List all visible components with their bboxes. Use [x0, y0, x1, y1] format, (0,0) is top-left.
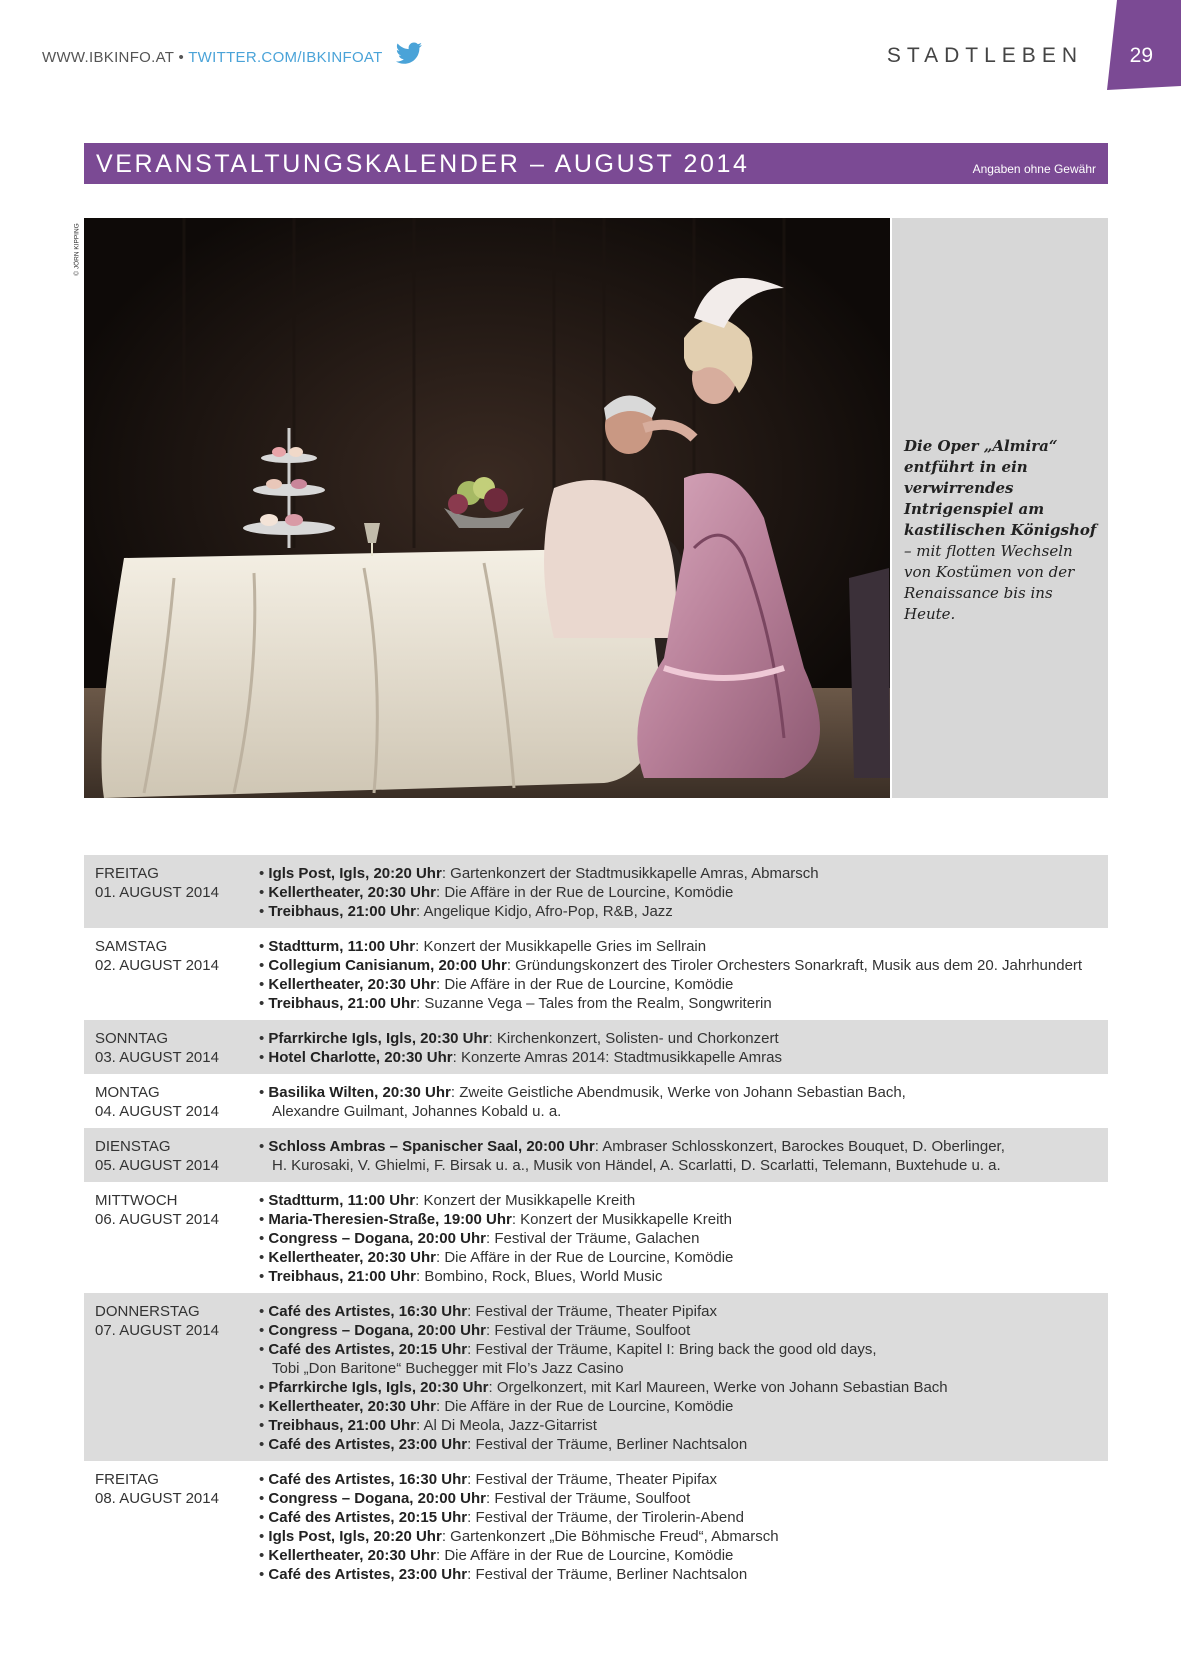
event-item: • Igls Post, Igls, 20:20 Uhr: Gartenkonzert der Stadtmusikkapelle Amras, Abmarsch [259, 864, 819, 883]
event-item: • Congress – Dogana, 20:00 Uhr: Festival der Träume, Galachen [259, 1229, 733, 1248]
event-item: • Kellertheater, 20:30 Uhr: Die Affäre in der Rue de Lourcine, Komödie [259, 975, 1082, 994]
event-item: • Collegium Canisianum, 20:00 Uhr: Gründungskonzert des Tiroler Orchesters Sonarkraft, Musik aus dem 20. Jahrhundert [259, 956, 1082, 975]
event-item: • Congress – Dogana, 20:00 Uhr: Festival der Träume, Soulfoot [259, 1489, 779, 1508]
calendar-banner [84, 143, 1108, 184]
event-item: • Stadtturm, 11:00 Uhr: Konzert der Musikkapelle Gries im Sellrain [259, 937, 1082, 956]
event-item: • Treibhaus, 21:00 Uhr: Suzanne Vega – Tales from the Realm, Songwriterin [259, 994, 1082, 1013]
banner-title: VERANSTALTUNGSKALENDER – AUGUST 2014 [96, 150, 750, 178]
section-title: STADTLEBEN [886, 44, 1083, 67]
opera-photo [84, 218, 890, 798]
day-row-aug-01 [84, 855, 1108, 928]
event-item: • Maria-Theresien-Straße, 19:00 Uhr: Konzert der Musikkapelle Kreith [259, 1210, 733, 1229]
day-row-aug-07 [84, 1293, 1108, 1461]
day-date: FREITAG 01. AUGUST 2014 [95, 865, 219, 901]
event-item: • Kellertheater, 20:30 Uhr: Die Affäre in der Rue de Lourcine, Komödie [259, 1397, 899, 1416]
twitter-bird-icon[interactable] [395, 42, 423, 68]
event-item: • Kellertheater, 20:30 Uhr: Die Affäre in der Rue de Lourcine, Komödie [259, 883, 819, 902]
event-list [259, 864, 819, 921]
event-item: • Café des Artistes, 16:30 Uhr: Festival der Träume, Theater Pipifax [259, 1470, 779, 1489]
caption-rest: – mit flotten Wechseln von Kostümen von der Renaissance bis ins Heute. [904, 542, 1075, 623]
photo-caption [904, 436, 1100, 625]
day-date: FREITAG 08. AUGUST 2014 [95, 1471, 219, 1507]
header-links [42, 48, 423, 68]
event-item: • Igls Post, Igls, 20:20 Uhr: Gartenkonzert „Die Böhmische Freud“, Abmarsch [259, 1527, 779, 1546]
banner-note: Angaben ohne Gewähr [972, 162, 1096, 176]
event-item: • Stadtturm, 11:00 Uhr: Konzert der Musikkapelle Kreith [259, 1191, 733, 1210]
photo-credit: © JÖRN KIPPING [73, 223, 81, 276]
event-list [259, 1302, 948, 1454]
event-calendar [84, 855, 1108, 1591]
event-item: • Café des Artistes, 23:00 Uhr: Festival der Träume, Berliner Nachtsalon [259, 1435, 899, 1454]
event-item: • Café des Artistes, 20:15 Uhr: Festival der Träume, der Tirolerin-Abend [259, 1508, 779, 1527]
twitter-link[interactable]: TWITTER.COM/IBKINFOAT [188, 48, 383, 66]
day-row-aug-08 [84, 1461, 1108, 1591]
event-item: • Treibhaus, 21:00 Uhr: Al Di Meola, Jazz-Gitarrist [259, 1416, 899, 1435]
day-row-aug-02 [84, 928, 1108, 1020]
event-item: • Café des Artistes, 16:30 Uhr: Festival der Träume, Theater Pipifax [259, 1302, 899, 1321]
event-list [259, 1083, 939, 1121]
event-item: • Basilika Wilten, 20:30 Uhr: Zweite Geistliche Abendmusik, Werke von Johann Sebastian Bach, Alexandre Guilmant, Johannes Kobald u. a. [259, 1083, 939, 1121]
event-item: • Café des Artistes, 23:00 Uhr: Festival der Träume, Berliner Nachtsalon [259, 1565, 779, 1584]
event-item: • Treibhaus, 21:00 Uhr: Angelique Kidjo, Afro-Pop, R&B, Jazz [259, 902, 819, 921]
page-number: 29 [1129, 44, 1153, 67]
photo-caption-box [892, 218, 1108, 798]
event-item: • Treibhaus, 21:00 Uhr: Bombino, Rock, Blues, World Music [259, 1267, 733, 1286]
day-date: DONNERSTAG 07. AUGUST 2014 [95, 1303, 219, 1339]
event-item: • Pfarrkirche Igls, Igls, 20:30 Uhr: Orgelkonzert, mit Karl Maureen, Werke von Johann Sebastian Bach [259, 1378, 899, 1397]
event-item: • Café des Artistes, 20:15 Uhr: Festival der Träume, Kapitel I: Bring back the good old days, Tobi „Don Baritone“ Buchegger mit Flo’s Jazz Casino [259, 1340, 899, 1378]
event-list [259, 1470, 779, 1584]
event-item: • Congress – Dogana, 20:00 Uhr: Festival der Träume, Soulfoot [259, 1321, 899, 1340]
day-row-aug-05 [84, 1128, 1108, 1182]
day-date: SONNTAG 03. AUGUST 2014 [95, 1030, 219, 1066]
event-item: • Schloss Ambras – Spanischer Saal, 20:00 Uhr: Ambraser Schlosskonzert, Barockes Bouquet, D. Oberlinger, H. Kurosaki, V. Ghielmi, F. Birsak u. a., Musik von Händel, A. Scarlatti, D. Scarlatti, Telemann, Buxtehude u. a. [259, 1137, 1019, 1175]
event-list [259, 1029, 782, 1067]
day-date: DIENSTAG 05. AUGUST 2014 [95, 1138, 219, 1174]
header-separator: • [178, 48, 185, 66]
event-item: • Kellertheater, 20:30 Uhr: Die Affäre in der Rue de Lourcine, Komödie [259, 1546, 779, 1565]
day-row-aug-03 [84, 1020, 1108, 1074]
day-date: MITTWOCH 06. AUGUST 2014 [95, 1192, 219, 1228]
day-row-aug-06 [84, 1182, 1108, 1293]
event-item: • Kellertheater, 20:30 Uhr: Die Affäre in der Rue de Lourcine, Komödie [259, 1248, 733, 1267]
day-row-aug-04 [84, 1074, 1108, 1128]
event-item: • Pfarrkirche Igls, Igls, 20:30 Uhr: Kirchenkonzert, Solisten- und Chorkonzert [259, 1029, 782, 1048]
website-link[interactable]: WWW.IBKINFO.AT [42, 48, 174, 66]
event-list [259, 1191, 733, 1286]
event-list [259, 1137, 1019, 1175]
day-date: SAMSTAG 02. AUGUST 2014 [95, 938, 219, 974]
event-item: • Hotel Charlotte, 20:30 Uhr: Konzerte Amras 2014: Stadtmusikkapelle Amras [259, 1048, 782, 1067]
caption-bold: Die Oper „Almira“ entführt in ein verwirrendes Intrigenspiel am kastilischen Königshof [904, 437, 1097, 539]
event-list [259, 937, 1082, 1013]
day-date: MONTAG 04. AUGUST 2014 [95, 1084, 219, 1120]
